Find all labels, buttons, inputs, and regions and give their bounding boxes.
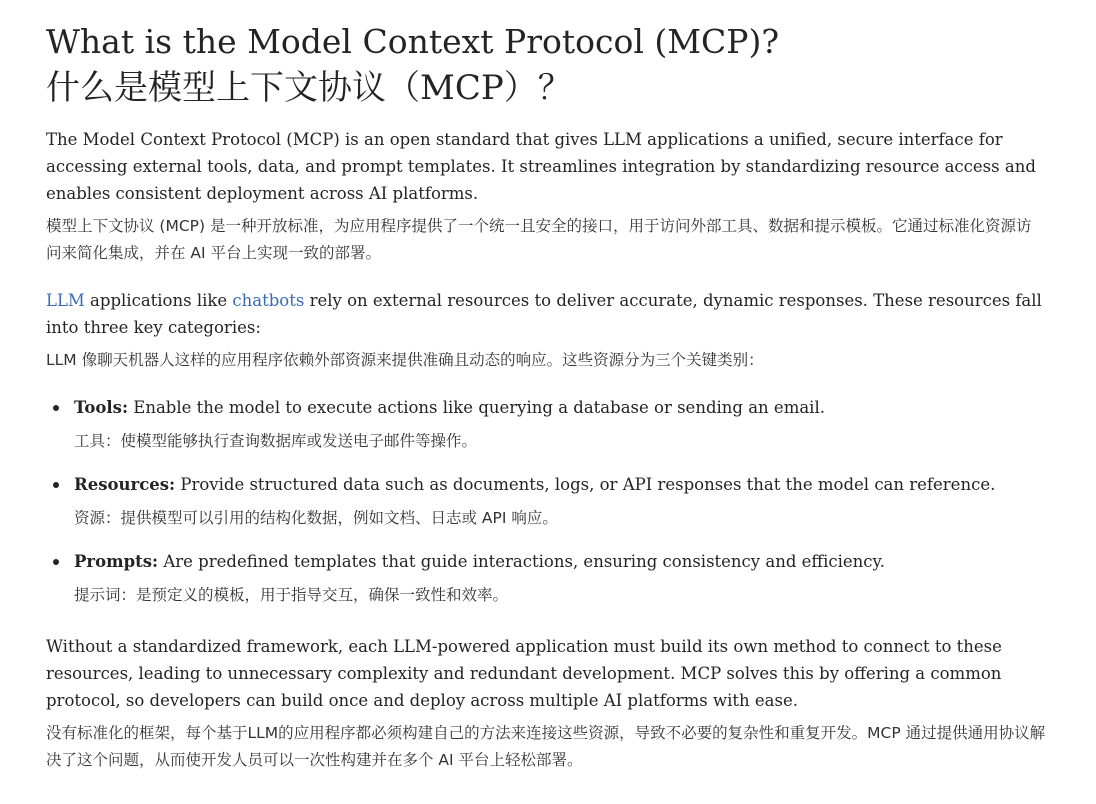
page-title-chinese: 什么是模型上下文协议（MCP）？ xyxy=(46,68,572,108)
closing-paragraph-english: Without a standardized framework, each LLM-powered application must build its own method to connect to these resources, leading to unnecessary complexity and redundant development. MCP solves this by offering a common protocol, so developers can build once and deploy across multiple AI platforms with ease. xyxy=(46,637,1002,710)
list-item-resources xyxy=(74,471,1046,532)
closing-paragraph-chinese: 没有标准化的框架，每个基于LLM的应用程序都必须构建自己的方法来连接这些资源，导致不必要的复杂性和重复开发。MCP 通过提供通用协议解决了这个问题，从而使开发人员可以一次性构建并在多个 AI 平台上轻松部署。 xyxy=(46,724,1046,769)
list-item-prompts xyxy=(74,548,1046,609)
resources-text-2: rely on external resources to deliver accurate, dynamic responses. These resources fall into three key categories: xyxy=(46,291,1042,337)
category-description: Provide structured data such as documents, logs, or API responses that the model can reference. xyxy=(175,475,996,494)
llm-link[interactable]: LLM xyxy=(46,291,85,310)
page-title-english: What is the Model Context Protocol (MCP)? xyxy=(46,22,780,61)
categories-list xyxy=(46,394,1046,609)
resources-section xyxy=(46,287,1046,374)
intro-section xyxy=(46,126,1046,267)
resources-text-1: applications like xyxy=(84,291,233,310)
category-description: Are predefined templates that guide interactions, ensuring consistency and efficiency. xyxy=(158,552,885,571)
resources-paragraph-chinese: LLM 像聊天机器人这样的应用程序依赖外部资源来提供准确且动态的响应。这些资源分为三个关键类别： xyxy=(46,351,764,369)
chatbots-link[interactable]: chatbots xyxy=(232,291,305,310)
intro-paragraph-chinese: 模型上下文协议 (MCP) 是一种开放标准，为应用程序提供了一个统一且安全的接口，用于访问外部工具、数据和提示模板。它通过标准化资源访问来简化集成，并在 AI 平台上实现一致的部署。 xyxy=(46,217,1032,262)
category-term: Tools: xyxy=(74,398,129,417)
category-term: Prompts: xyxy=(74,552,159,571)
category-description-chinese: 提示词：是预定义的模板，用于指导交互，确保一致性和效率。 xyxy=(74,586,509,604)
intro-paragraph-english: The Model Context Protocol (MCP) is an open standard that gives LLM applications a unified, secure interface for accessing external tools, data, and prompt templates. It streamlines integration by standardizing resource access and enables consistent deployment across AI platforms. xyxy=(46,130,1036,203)
list-item-tools xyxy=(74,394,1046,455)
category-description-chinese: 工具：使模型能够执行查询数据库或发送电子邮件等操作。 xyxy=(74,432,478,450)
category-description: Enable the model to execute actions like querying a database or sending an email. xyxy=(128,398,825,417)
closing-section xyxy=(46,633,1046,774)
resources-paragraph-english xyxy=(46,287,1046,341)
category-term: Resources: xyxy=(74,475,176,494)
category-description-chinese: 资源：提供模型可以引用的结构化数据，例如文档、日志或 API 响应。 xyxy=(74,509,558,527)
